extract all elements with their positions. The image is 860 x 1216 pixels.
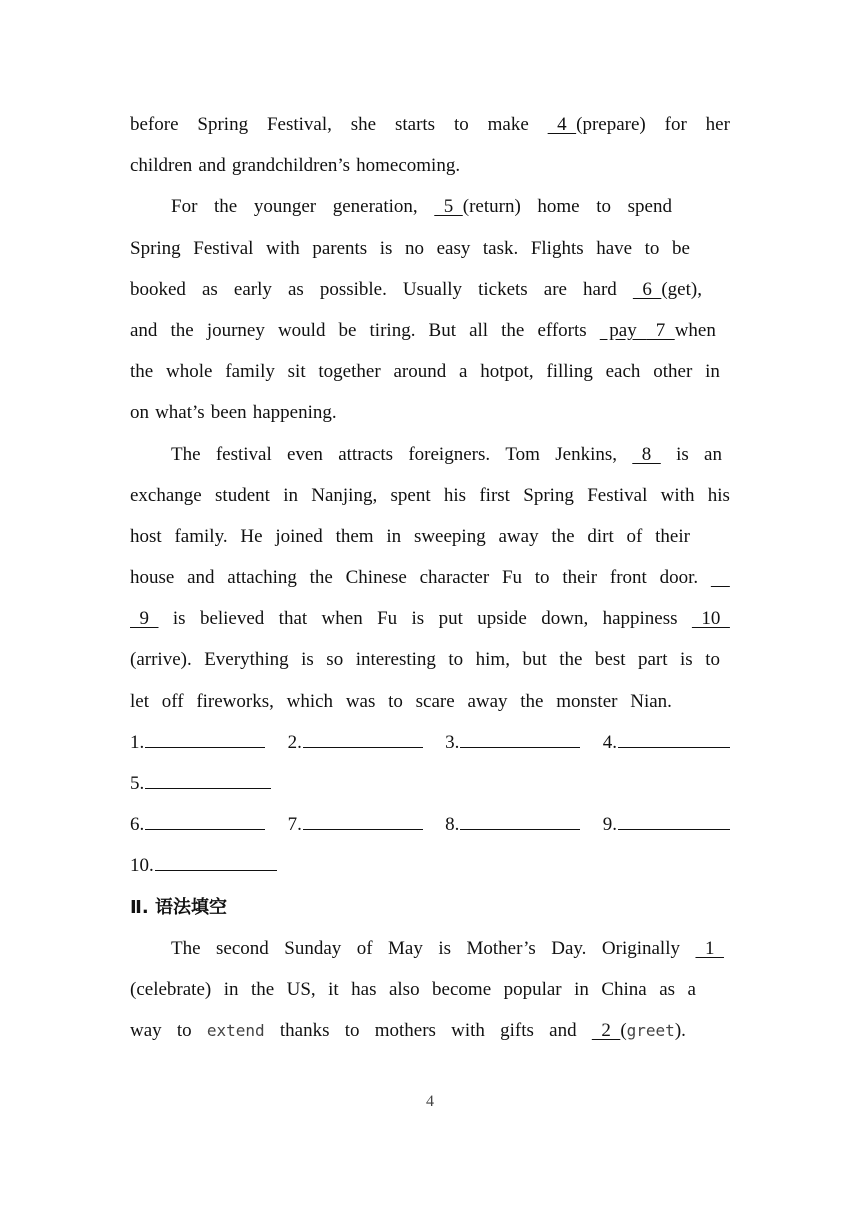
answer-3[interactable]: 3. bbox=[445, 722, 580, 763]
text-line-12: house and attaching the Chinese character Fu to their front door. bbox=[130, 557, 730, 598]
text-line-7: the whole family sit together around a hotpot, filling each other in bbox=[130, 361, 720, 383]
document-body bbox=[130, 104, 730, 1051]
text-line-3: For the younger generation, 5 (return) home to spend bbox=[130, 186, 730, 227]
text-line-15: let off fireworks, which was to scare away the monster Nian. bbox=[130, 690, 672, 712]
answer-4[interactable]: 4. bbox=[603, 722, 730, 763]
answer-6[interactable]: 6. bbox=[130, 804, 265, 845]
word-extend: extend bbox=[206, 1021, 265, 1041]
text-line-8: on what’s been happening. bbox=[130, 402, 337, 424]
text-line-18: way to extend thanks to mothers with gifts and 2 (greet). bbox=[130, 1010, 730, 1051]
text-line-1: before Spring Festival, she starts to make 4 (prepare) for her bbox=[130, 104, 730, 145]
blank-8: 8 bbox=[632, 443, 661, 465]
text-line-2: children and grandchildren’s homecoming. bbox=[130, 155, 461, 177]
answer-1[interactable]: 1. bbox=[130, 722, 265, 763]
text-line-11: host family. He joined them in sweeping away the dirt of their bbox=[130, 525, 690, 547]
answer-10[interactable]: 10. bbox=[130, 845, 277, 886]
blank-4: 4 (prepare) bbox=[547, 114, 646, 135]
answer-row-3 bbox=[130, 804, 730, 845]
text-line-14: (arrive). Everything is so interesting to him, but the best part is to bbox=[130, 649, 720, 671]
text-line-9: The festival even attracts foreigners. Tom Jenkins, 8 is an bbox=[130, 434, 730, 475]
answer-row-2 bbox=[130, 763, 730, 804]
text-line-10: exchange student in Nanjing, spent his first Spring Festival with his bbox=[130, 484, 730, 506]
blank-7: pay 7 when bbox=[599, 319, 716, 341]
page-number: 4 bbox=[426, 1093, 434, 1110]
text-line-6: and the journey would be tiring. But all the efforts pay 7 when bbox=[130, 310, 730, 351]
text-line-4: Spring Festival with parents is no easy task. Flights have to be bbox=[130, 237, 690, 259]
answer-row-1 bbox=[130, 722, 730, 763]
text-line-17: (celebrate) in the US, it has also become popular in China as a bbox=[130, 978, 696, 1000]
answer-5[interactable]: 5. bbox=[130, 763, 271, 804]
blank-1: 1 bbox=[695, 937, 724, 959]
blank-5: 5 (return) bbox=[434, 196, 521, 218]
answer-7[interactable]: 7. bbox=[288, 804, 423, 845]
blank-2: 2 (greet). bbox=[591, 1020, 686, 1042]
text-line-16: The second Sunday of May is Mother’s Day. Originally 1 bbox=[130, 928, 730, 969]
blank-9-start bbox=[711, 557, 730, 598]
text-line-5: booked as early as possible. Usually tickets are hard 6 (get), bbox=[130, 269, 730, 310]
answer-2[interactable]: 2. bbox=[288, 722, 423, 763]
blank-9-end: 9 bbox=[130, 608, 159, 630]
answer-8[interactable]: 8. bbox=[445, 804, 580, 845]
blank-6: 6 (get), bbox=[632, 278, 702, 300]
answer-row-4 bbox=[130, 845, 730, 886]
section-heading: Ⅱ. 语法填空 bbox=[130, 896, 227, 918]
text-line-13: 9 is believed that when Fu is put upside down, happiness 10 bbox=[130, 598, 730, 639]
answer-9[interactable]: 9. bbox=[603, 804, 730, 845]
blank-10: 10 bbox=[691, 608, 730, 630]
